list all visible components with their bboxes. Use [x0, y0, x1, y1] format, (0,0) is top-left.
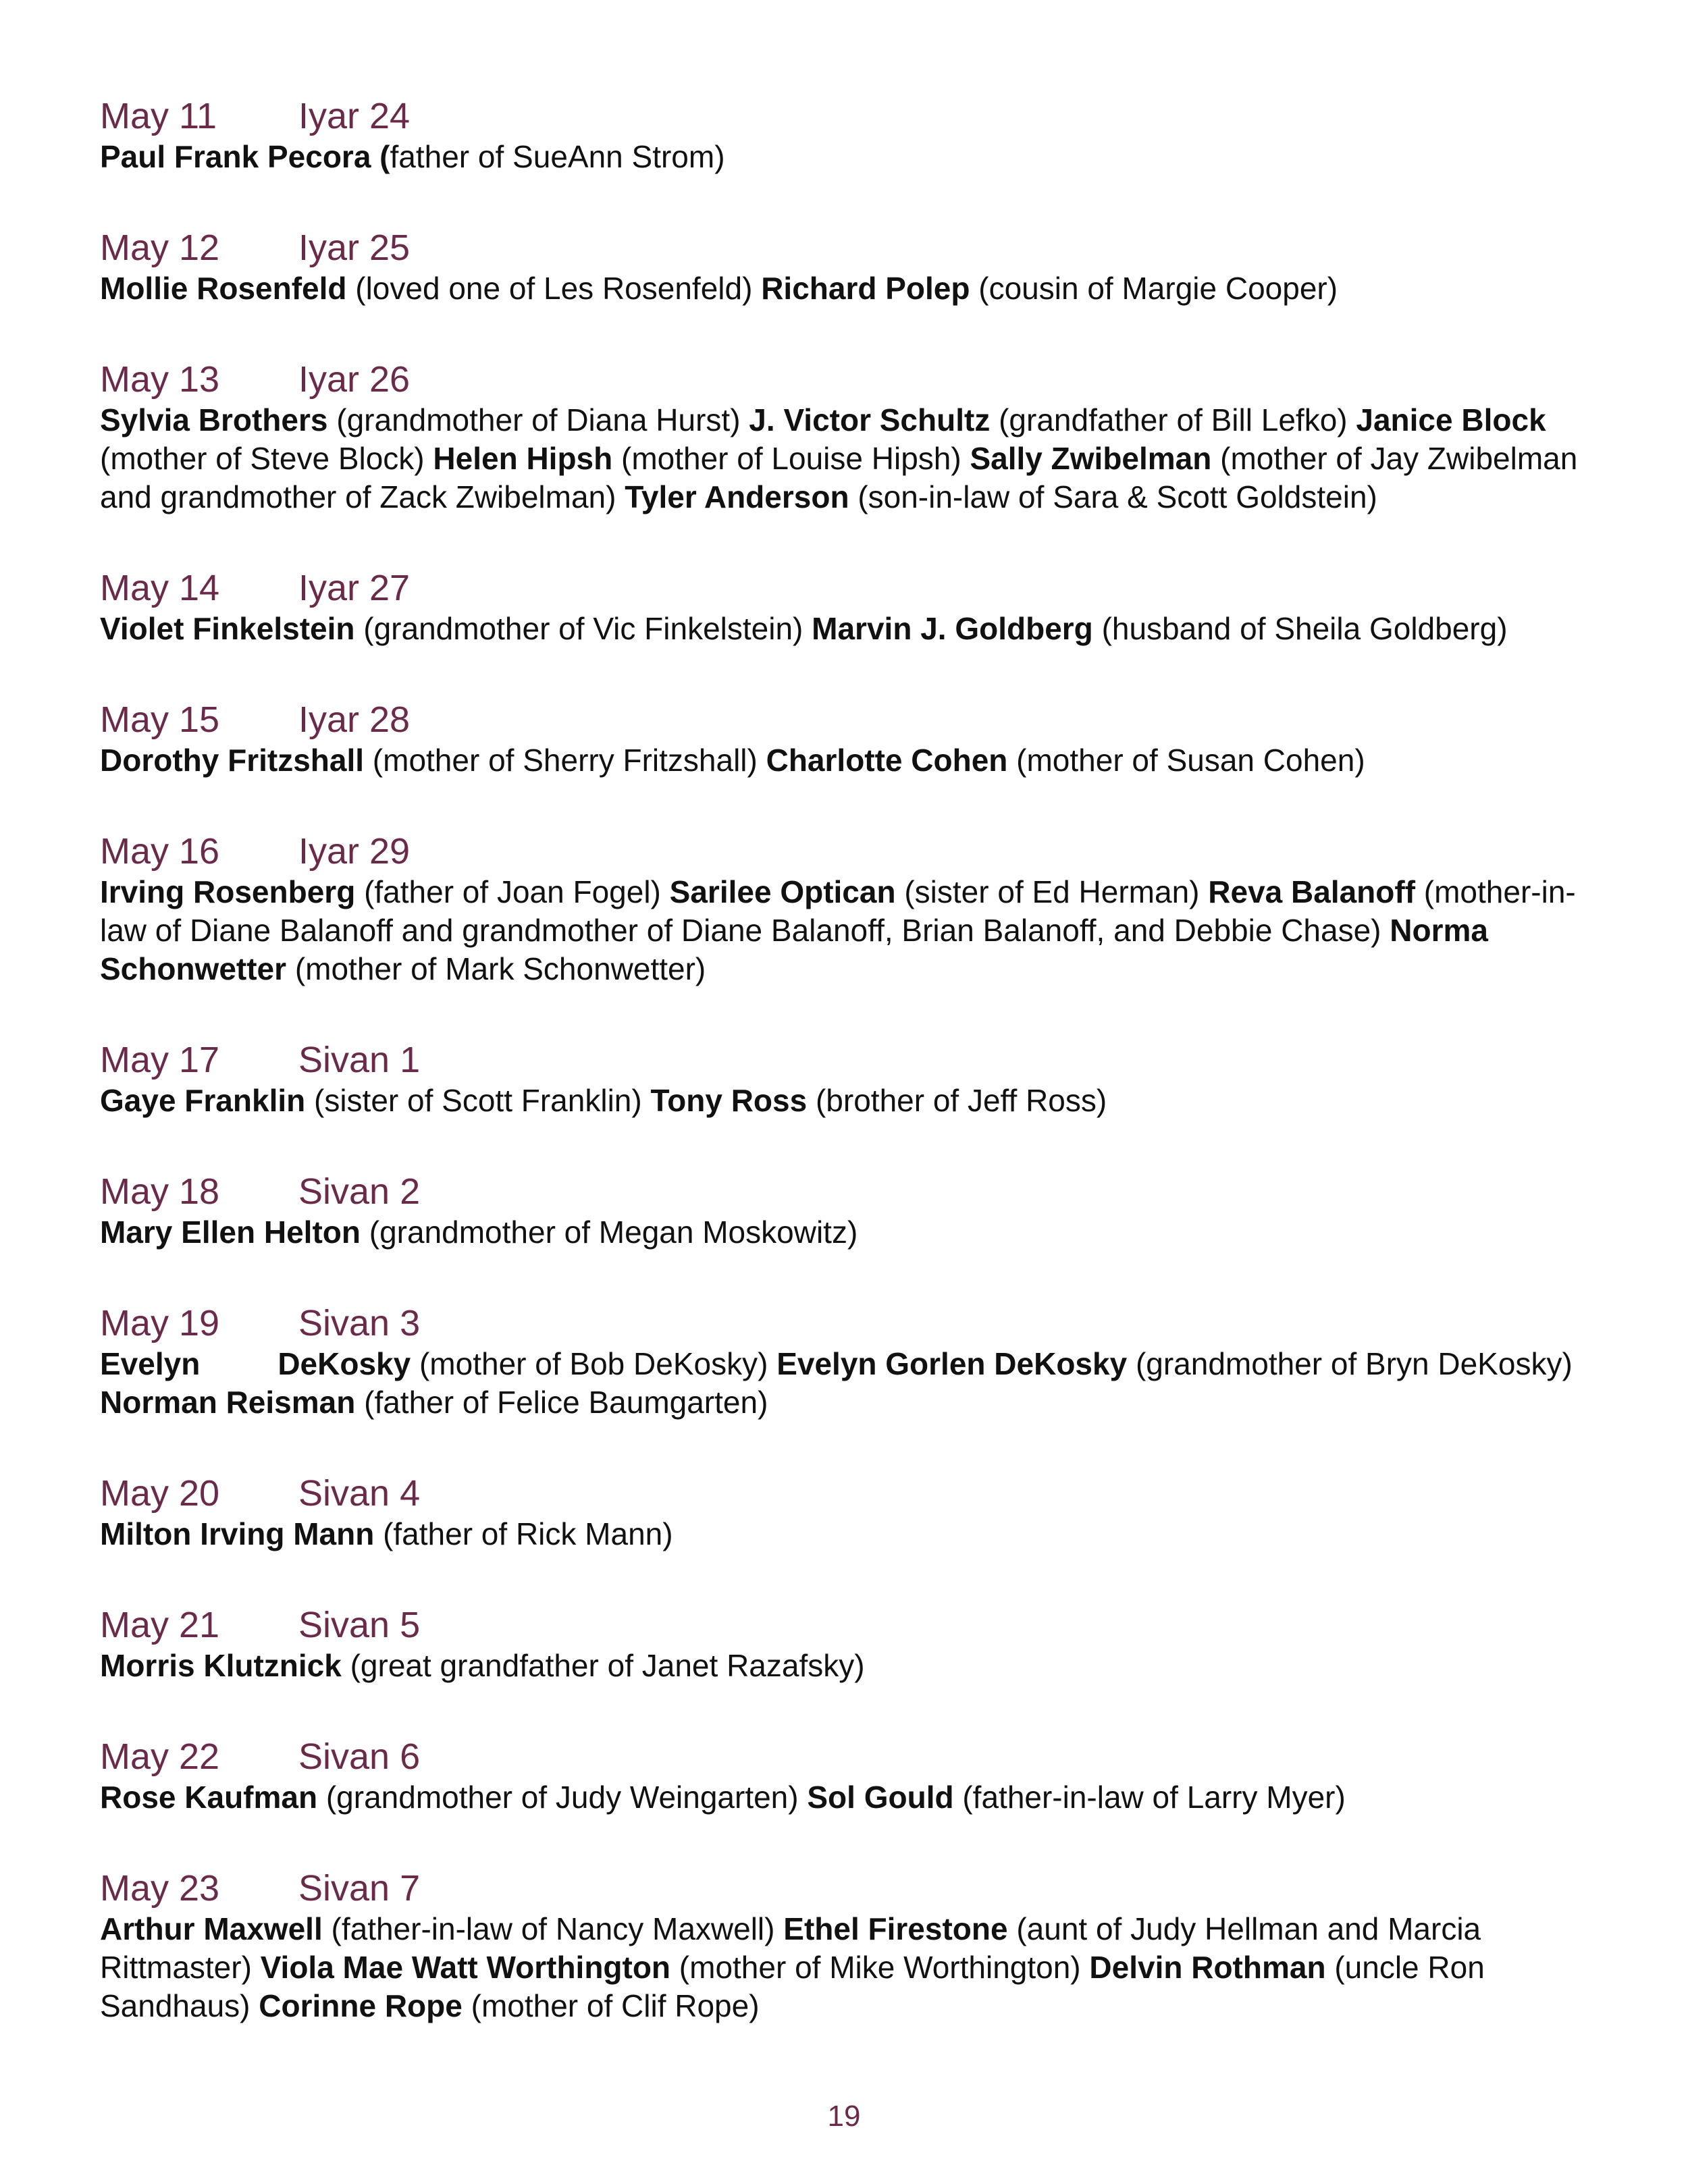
yahrzeit-entry	[100, 95, 1599, 176]
relation-text: (husband of Sheila Goldberg)	[1092, 611, 1508, 646]
deceased-name: Gaye Franklin	[100, 1083, 306, 1118]
date-line	[100, 698, 1599, 741]
yahrzeit-entry	[100, 1735, 1599, 1817]
deceased-name: Evelyn Gorlen DeKosky	[776, 1346, 1128, 1381]
deceased-name: Milton Irving Mann	[100, 1516, 375, 1551]
deceased-name: Reva Balanoff	[1208, 874, 1416, 909]
relation-text: (mother of Clif Rope)	[462, 1988, 760, 2023]
page-number: 19	[827, 2100, 861, 2133]
gregorian-date: May 18	[100, 1171, 220, 1212]
deceased-name: Norman Reisman	[100, 1385, 356, 1420]
relation-text: (mother-in-law of Diane Balanoff and grandmother of Diane Balanoff, Brian Balanoff, and Debbie Chase)	[100, 874, 1576, 948]
deceased-name: Sally Zwibelman	[970, 441, 1212, 476]
hebrew-date: Iyar 28	[298, 699, 411, 740]
names-paragraph	[100, 610, 1599, 648]
hebrew-date: Iyar 29	[298, 831, 411, 872]
deceased-name: Tony Ross	[650, 1083, 808, 1118]
hebrew-date: Iyar 26	[298, 359, 411, 400]
date-line	[100, 1170, 1599, 1213]
deceased-name: Dorothy Fritzshall	[100, 743, 365, 778]
hebrew-date: Iyar 25	[298, 228, 411, 268]
date-line	[100, 830, 1599, 873]
relation-text: (aunt of Judy Hellman and Marcia Rittmaster)	[100, 1911, 1481, 1985]
relation-text: (grandmother of Megan Moskowitz)	[360, 1215, 858, 1250]
yahrzeit-entry	[100, 1302, 1599, 1422]
names-paragraph	[100, 873, 1599, 988]
deceased-name: Sarilee Optican	[669, 874, 896, 909]
yahrzeit-entry	[100, 1867, 1599, 2025]
date-line	[100, 1867, 1599, 1910]
date-line	[100, 1302, 1599, 1345]
hebrew-date: Sivan 5	[298, 1605, 421, 1645]
deceased-name: Evelyn DeKosky	[100, 1346, 411, 1381]
yahrzeit-entry	[100, 566, 1599, 648]
date-line	[100, 1603, 1599, 1647]
date-line	[100, 566, 1599, 610]
gregorian-date: May 13	[100, 359, 220, 400]
names-paragraph	[100, 401, 1599, 516]
gregorian-date: May 17	[100, 1040, 220, 1080]
names-paragraph	[100, 269, 1599, 308]
relation-text: (mother of Susan Cohen)	[1007, 743, 1365, 778]
hebrew-date: Sivan 3	[298, 1303, 421, 1343]
names-paragraph	[100, 1345, 1599, 1422]
deceased-name: Helen Hipsh	[433, 441, 613, 476]
relation-text: (father of Felice Baumgarten)	[355, 1385, 768, 1420]
deceased-name: Irving Rosenberg	[100, 874, 356, 909]
date-line	[100, 226, 1599, 269]
hebrew-date: Iyar 27	[298, 568, 411, 608]
deceased-name: Charlotte Cohen	[766, 743, 1008, 778]
deceased-name: Sol Gould	[807, 1780, 954, 1815]
deceased-name: Janice Block	[1356, 402, 1546, 437]
hebrew-date: Iyar 24	[298, 96, 411, 136]
relation-text: (mother of Mike Worthington)	[670, 1950, 1090, 1985]
relation-text: (brother of Jeff Ross)	[807, 1083, 1107, 1118]
relation-text: (great grandfather of Janet Razafsky)	[341, 1648, 865, 1683]
yahrzeit-entry	[100, 358, 1599, 516]
relation-text: (grandmother of Judy Weingarten)	[317, 1780, 808, 1815]
yahrzeit-entry	[100, 1603, 1599, 1685]
relation-text: (mother of Mark Schonwetter)	[286, 951, 706, 986]
relation-text: (father of Joan Fogel)	[355, 874, 670, 909]
deceased-name: Sylvia Brothers	[100, 402, 328, 437]
deceased-name: Richard Polep	[761, 271, 970, 306]
deceased-name: Delvin Rothman	[1089, 1950, 1326, 1985]
deceased-name: Rose Kaufman	[100, 1780, 318, 1815]
gregorian-date: May 14	[100, 568, 220, 608]
yahrzeit-entry	[100, 1472, 1599, 1553]
relation-text: (grandfather of Bill Lefko)	[990, 402, 1356, 437]
relation-text: (grandmother of Diana Hurst)	[327, 402, 749, 437]
gregorian-date: May 20	[100, 1473, 220, 1514]
relation-text: (loved one of Les Rosenfeld)	[346, 271, 762, 306]
relation-text: (sister of Ed Herman)	[895, 874, 1209, 909]
deceased-name: Viola Mae Watt Worthington	[260, 1950, 671, 1985]
date-line	[100, 95, 1599, 138]
gregorian-date: May 12	[100, 228, 220, 268]
relation-text: (sister of Scott Franklin)	[305, 1083, 651, 1118]
hebrew-date: Sivan 6	[298, 1736, 421, 1777]
date-line	[100, 358, 1599, 401]
names-paragraph	[100, 1778, 1599, 1817]
relation-text: (father-in-law of Nancy Maxwell)	[322, 1911, 784, 1946]
hebrew-date: Sivan 1	[298, 1040, 421, 1080]
yahrzeit-entry	[100, 1038, 1599, 1120]
deceased-name: Corinne Rope	[259, 1988, 463, 2023]
date-line	[100, 1735, 1599, 1778]
deceased-name: Tyler Anderson	[625, 479, 849, 514]
names-paragraph	[100, 1647, 1599, 1685]
names-paragraph	[100, 1515, 1599, 1553]
date-line	[100, 1472, 1599, 1515]
hebrew-date: Sivan 4	[298, 1473, 421, 1514]
deceased-name: Mollie Rosenfeld	[100, 271, 347, 306]
gregorian-date: May 15	[100, 699, 220, 740]
deceased-name: Marvin J. Goldberg	[812, 611, 1093, 646]
names-paragraph	[100, 741, 1599, 780]
relation-text: (mother of Jay Zwibelman and grandmother of Zack Zwibelman)	[100, 441, 1578, 514]
relation-text: father of SueAnn Strom)	[390, 139, 725, 174]
relation-text: (grandmother of Vic Finkelstein)	[354, 611, 812, 646]
gregorian-date: May 16	[100, 831, 220, 872]
hebrew-date: Sivan 2	[298, 1171, 421, 1212]
yahrzeit-list	[100, 95, 1599, 2075]
names-paragraph	[100, 1910, 1599, 2025]
yahrzeit-entry	[100, 1170, 1599, 1252]
deceased-name: Ethel Firestone	[783, 1911, 1008, 1946]
names-paragraph	[100, 1213, 1599, 1252]
gregorian-date: May 19	[100, 1303, 220, 1343]
relation-text: (mother of Sherry Fritzshall)	[364, 743, 766, 778]
yahrzeit-entry	[100, 830, 1599, 988]
names-paragraph	[100, 138, 1599, 176]
relation-text: (uncle Ron Sandhaus)	[100, 1950, 1485, 2023]
relation-text: (mother of Steve Block)	[100, 441, 433, 476]
gregorian-date: May 21	[100, 1605, 220, 1645]
relation-text: (grandmother of Bryn DeKosky)	[1127, 1346, 1573, 1381]
date-line	[100, 1038, 1599, 1082]
deceased-name: J. Victor Schultz	[749, 402, 991, 437]
relation-text: (mother of Bob DeKosky)	[411, 1346, 777, 1381]
relation-text: (father of Rick Mann)	[374, 1516, 673, 1551]
deceased-name: Violet Finkelstein	[100, 611, 355, 646]
deceased-name: Paul Frank Pecora (	[100, 139, 390, 174]
yahrzeit-entry	[100, 698, 1599, 780]
gregorian-date: May 22	[100, 1736, 220, 1777]
relation-text: (father-in-law of Larry Myer)	[953, 1780, 1346, 1815]
relation-text: (mother of Louise Hipsh)	[612, 441, 970, 476]
deceased-name: Arthur Maxwell	[100, 1911, 323, 1946]
gregorian-date: May 23	[100, 1868, 220, 1909]
deceased-name: Mary Ellen Helton	[100, 1215, 361, 1250]
yahrzeit-entry	[100, 226, 1599, 308]
relation-text: (cousin of Margie Cooper)	[970, 271, 1338, 306]
relation-text: (son-in-law of Sara & Scott Goldstein)	[849, 479, 1377, 514]
gregorian-date: May 11	[100, 96, 217, 136]
names-paragraph	[100, 1082, 1599, 1120]
hebrew-date: Sivan 7	[298, 1868, 421, 1909]
deceased-name: Norma Schonwetter	[100, 913, 1488, 986]
deceased-name: Morris Klutznick	[100, 1648, 342, 1683]
